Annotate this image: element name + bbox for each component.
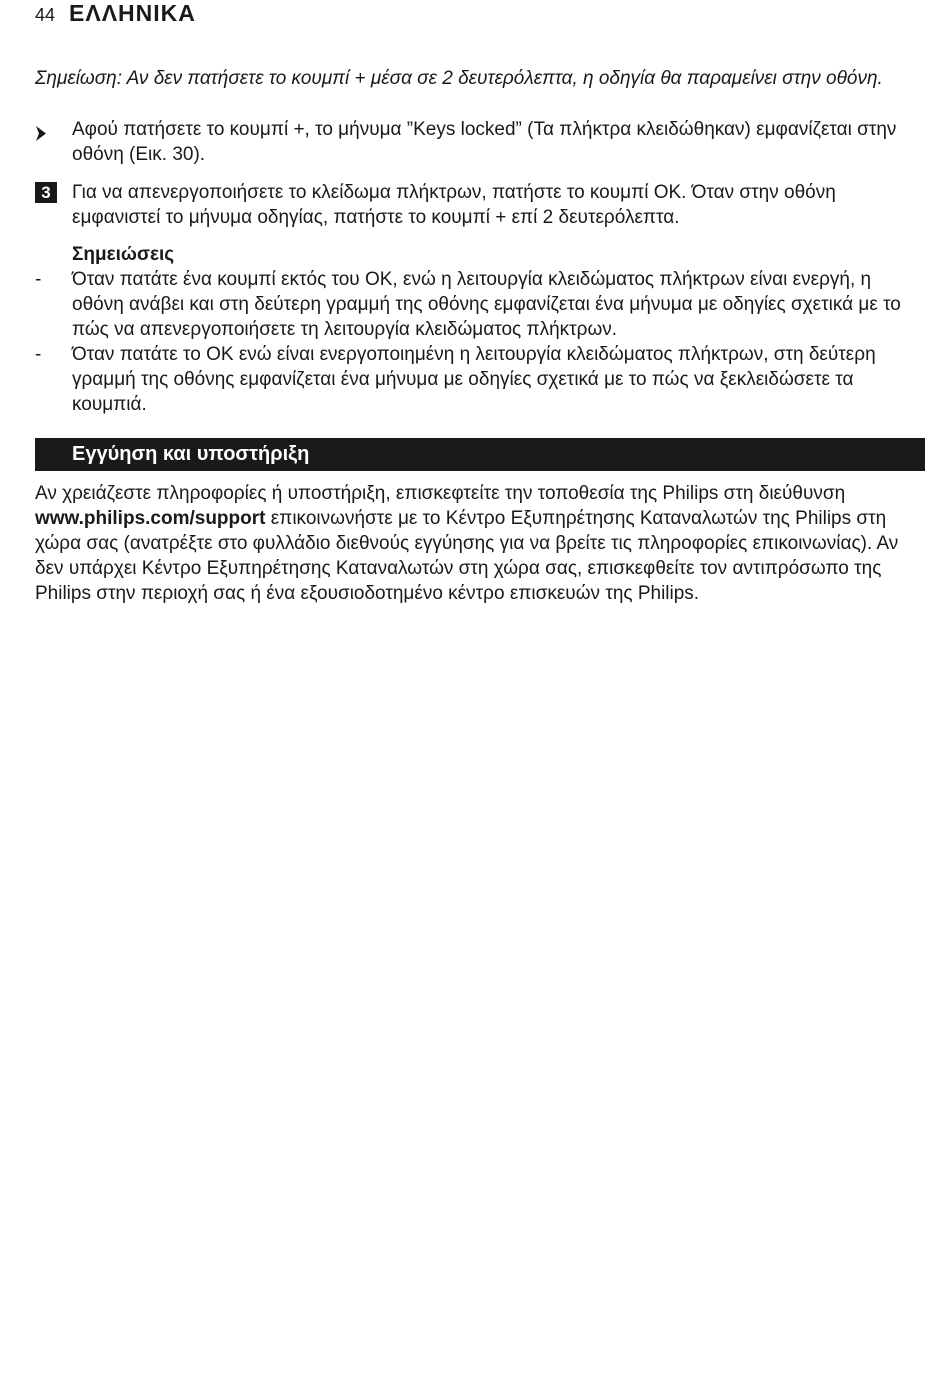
page-header: [35, 1, 196, 29]
support-text-before: Αν χρειάζεστε πληροφορίες ή υποστήριξη, επισκεφτείτε την τοποθεσία της Philips στη διεύθυνση: [35, 483, 846, 504]
list-item: [35, 267, 915, 342]
bullet-text: Αφού πατήσετε το κουμπί +, το μήνυμα ”Keys locked” (Τα πλήκτρα κλειδώθηκαν) εμφανίζεται στην οθόνη (Εικ. 30).: [72, 119, 897, 165]
step-number-badge: 3: [35, 182, 57, 203]
dash-marker: -: [35, 344, 42, 365]
dash-marker: -: [35, 269, 42, 290]
note-label: Σημείωση:: [35, 68, 123, 89]
notes-heading: Σημειώσεις: [72, 244, 175, 265]
page-number: 44: [35, 5, 56, 25]
support-paragraph: [35, 481, 910, 606]
italic-note: [35, 66, 905, 91]
notes-list: [35, 267, 915, 417]
result-bullet: [35, 117, 915, 167]
step-text: Για να απενεργοποιήσετε το κλείδωμα πλήκτρων, πατήστε το κουμπί OK. Όταν στην οθόνη εμφανιστεί το μήνυμα οδηγίας, πατήστε το κουμπί + επί 2 δευτερόλεπτα.: [72, 182, 836, 228]
step-3: [35, 180, 915, 230]
list-item: [35, 342, 915, 417]
note-text: Αν δεν πατήσετε το κουμπί + μέσα σε 2 δευτερόλεπτα, η οδηγία θα παραμείνει στην οθόνη.: [122, 68, 883, 89]
section-heading-bar: [35, 438, 925, 471]
triangle-bullet-icon: [35, 117, 72, 167]
section-title: Εγγύηση και υποστήριξη: [72, 443, 310, 465]
note-item-text: Όταν πατάτε ένα κουμπί εκτός του OK, ενώ η λειτουργία κλειδώματος πλήκτρων είναι ενεργή, η οθόνη ανάβει και στη δεύτερη γραμμή της οθόνης εμφανίζεται ένα μήνυμα με οδηγίες σχετικά με το πώς να απενεργοποιήσετε τη λειτουργία κλειδώματος πλήκτρων.: [72, 269, 901, 340]
note-item-text: Όταν πατάτε το OK ενώ είναι ενεργοποιημένη η λειτουργία κλειδώματος πλήκτρων, στη δεύτερη γραμμή της οθόνης εμφανίζεται ένα μήνυμα με οδηγίες σχετικά με το πώς να ξεκλειδώσετε τα κουμπιά.: [72, 344, 876, 415]
language-heading: ΕΛΛΗΝΙΚΑ: [69, 0, 196, 26]
support-text-after: επικοινωνήστε με το Κέντρο Εξυπηρέτησης Καταναλωτών της Philips στη χώρα σας (ανατρέξτε στο φυλλάδιο διεθνούς εγγύησης για να βρείτε τις πληροφορίες επικοινωνίας). Αν δεν υπάρχει Κέντρο Εξυπηρέτησης Καταναλωτών στη χώρα σας, επισκεφθείτε τον αντιπρόσωπο της Philips στην περιοχή σας ή ένα εξουσιοδοτημένο κέντρο επισκευών της Philips.: [35, 508, 899, 604]
support-link[interactable]: www.philips.com/support: [35, 508, 266, 529]
